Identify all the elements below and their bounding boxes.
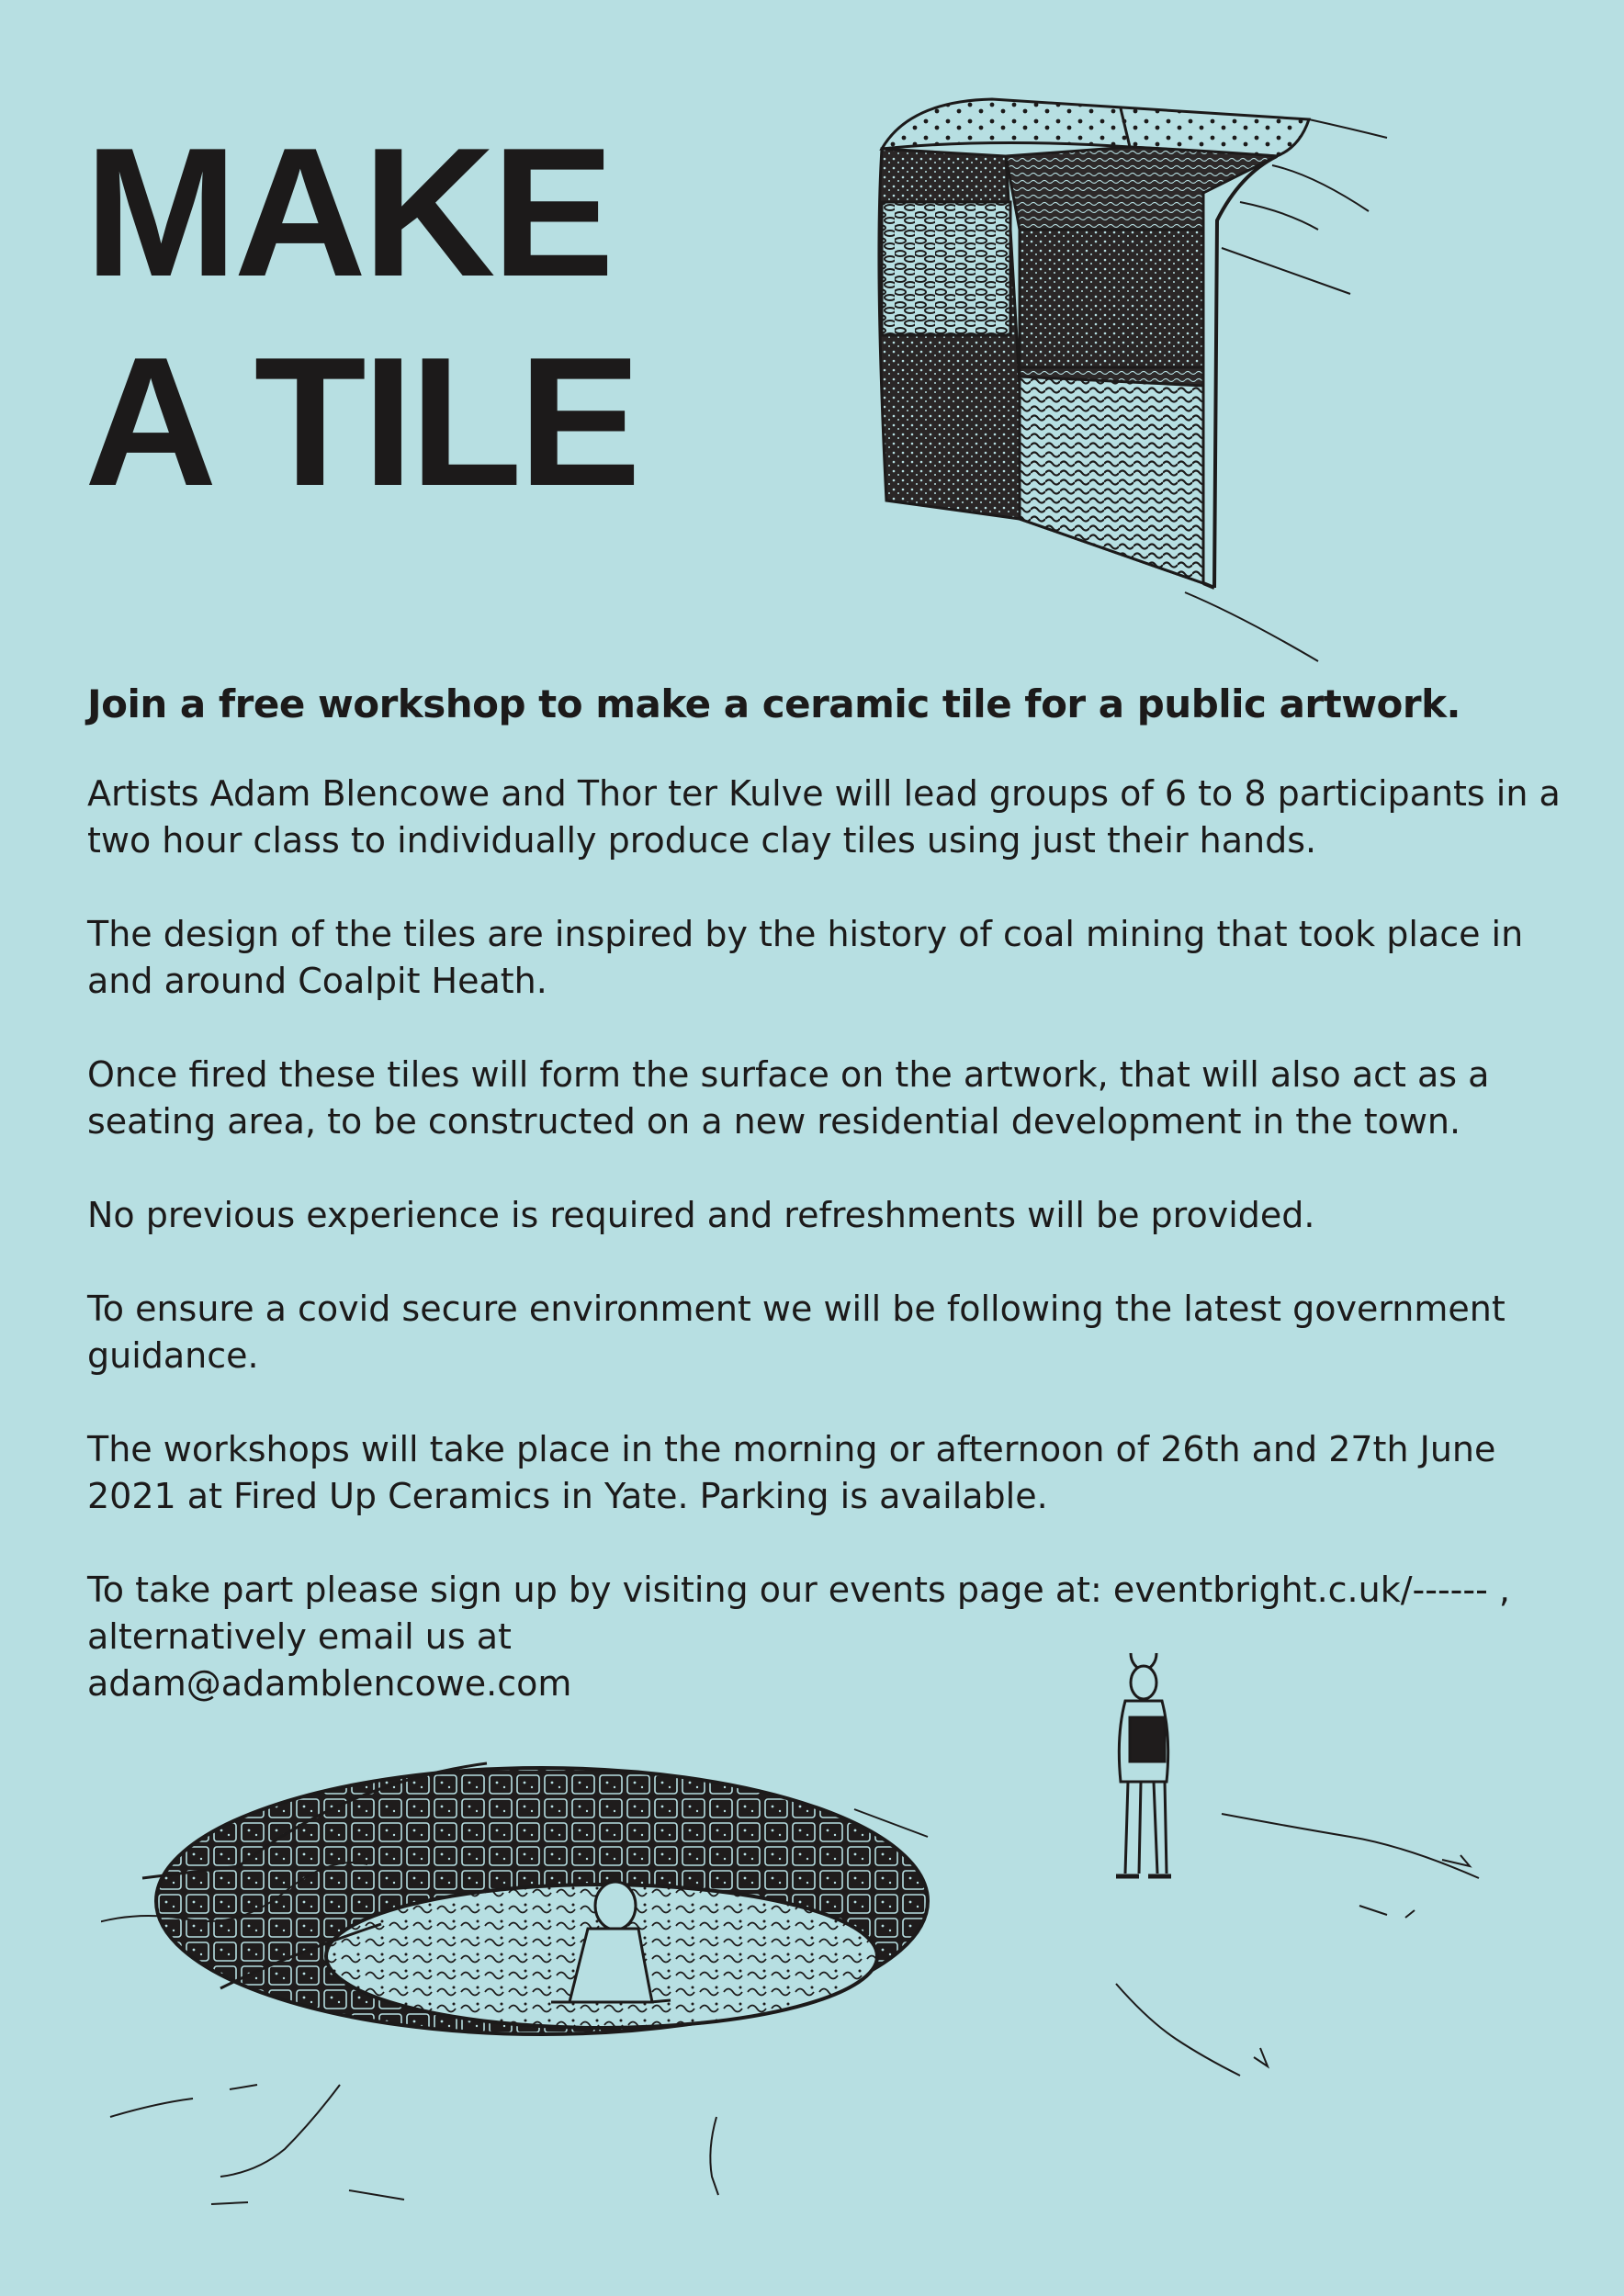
paragraph-covid: To ensure a covid secure environment we will be following the latest government guidance. — [87, 1289, 1506, 1376]
poster-title — [85, 108, 637, 527]
contact-email[interactable]: adam@adamblencowe.com — [87, 1663, 572, 1704]
lead-heading: Join a free workshop to make a ceramic tile for a public artwork. — [87, 681, 1460, 726]
title-line-1: MAKE — [85, 110, 611, 315]
paragraph-dates: The workshops will take place in the morning or afternoon of 26th and 27th June 2021 at Fired Up Ceramics in Yate. Parking is available. — [87, 1429, 1496, 1516]
poster-body — [87, 680, 1575, 1707]
paragraph-experience: No previous experience is required and refreshments will be provided. — [87, 1195, 1315, 1235]
seating-well-illustration — [101, 1653, 1534, 2241]
signup-text: To take part please sign up by visiting our events page at: eventbright.c.uk/------ , alternatively email us at — [87, 1570, 1510, 1657]
paragraph-design: The design of the tiles are inspired by the history of coal mining that took place in and around Coalpit Heath. — [87, 914, 1524, 1001]
standing-figure — [1116, 1653, 1171, 1876]
title-line-2: A TILE — [85, 320, 637, 524]
tile-bench-illustration — [854, 83, 1405, 680]
paragraph-artwork: Once fired these tiles will form the surface on the artwork, that will also act as a seating area, to be constructed on a new residential development in the town. — [87, 1054, 1490, 1142]
paragraph-artists: Artists Adam Blencowe and Thor ter Kulve will lead groups of 6 to 8 participants in a two hour class to individually produce clay tiles using just their hands. — [87, 773, 1561, 861]
